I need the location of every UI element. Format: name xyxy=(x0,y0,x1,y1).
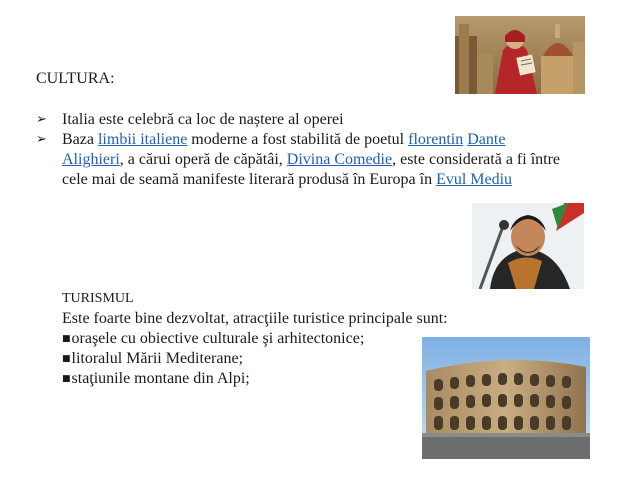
link-evul-mediu[interactable]: Evul Mediu xyxy=(436,171,513,188)
square-bullet-icon: ■ xyxy=(62,374,71,384)
colosseum-photo-icon xyxy=(422,337,590,459)
link-alighieri[interactable]: Alighieri xyxy=(62,151,120,168)
link-divina-comedie[interactable]: Divina Comedie xyxy=(286,151,393,168)
tourism-item-text: litoralul Mării Mediterane; xyxy=(71,350,244,367)
section-heading-cultura: CULTURA: xyxy=(36,70,115,87)
bullet-text: , este considerată a fi între xyxy=(392,151,561,168)
tourism-item xyxy=(62,369,448,389)
link-dante[interactable]: Dante xyxy=(467,131,506,148)
dante-painting-image xyxy=(455,16,585,94)
singer-photo-image xyxy=(472,203,584,289)
section-heading-turismul: TURISMUL xyxy=(62,291,134,306)
bullet-text: cele mai de seamă manifeste literară produsă în Europa în xyxy=(62,171,437,188)
link-florentin[interactable]: florentin xyxy=(408,131,464,148)
bullet-item-opera xyxy=(36,110,626,130)
singer-photo-icon xyxy=(472,203,584,289)
arrow-bullet-icon: ➢ xyxy=(36,112,47,127)
tourism-intro: Este foarte bine dezvoltat, atracţiile turistice principale sunt: xyxy=(62,310,448,327)
link-limbii-italiene[interactable]: limbii italiene xyxy=(97,131,188,148)
bullet-text: moderne a fost stabilită de poetul xyxy=(187,131,409,148)
tourism-item-text: oraşele cu obiective culturale şi arhitectonice; xyxy=(71,330,365,347)
bullet-text: Italia este celebră ca loc de naștere al operei xyxy=(62,111,344,128)
tourism-text-block xyxy=(62,309,448,389)
bullet-item-language xyxy=(36,130,626,190)
colosseum-photo-image xyxy=(422,337,590,459)
bullet-text: Baza xyxy=(62,131,98,148)
square-bullet-icon: ■ xyxy=(62,354,71,364)
dante-painting-icon xyxy=(455,16,585,94)
tourism-item-text: staţiunile montane din Alpi; xyxy=(71,370,250,387)
square-bullet-icon: ■ xyxy=(62,334,71,344)
bullet-text: , a cărui operă de căpătâi, xyxy=(119,151,287,168)
culture-bullet-list xyxy=(36,110,626,190)
arrow-bullet-icon: ➢ xyxy=(36,132,47,147)
tourism-item xyxy=(62,329,448,349)
tourism-item xyxy=(62,349,448,369)
